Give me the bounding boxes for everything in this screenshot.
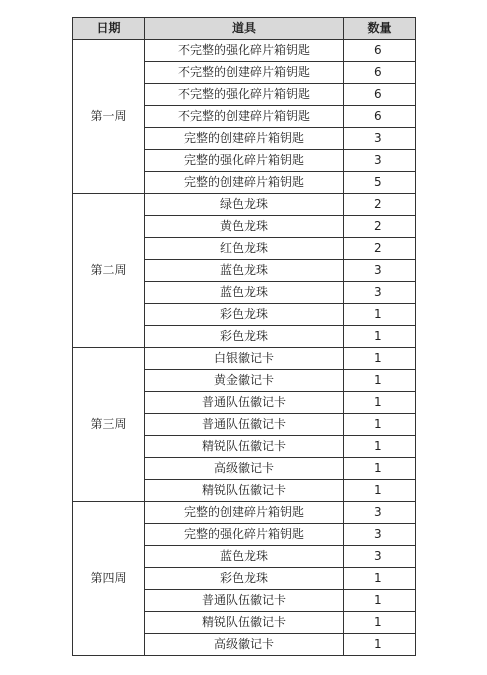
table-row <box>73 502 416 524</box>
item-name: 黄色龙珠 <box>145 216 344 238</box>
header-item: 道具 <box>145 18 344 40</box>
item-quantity: 1 <box>344 392 416 414</box>
item-quantity: 6 <box>344 62 416 84</box>
item-quantity: 3 <box>344 128 416 150</box>
week-label: 第四周 <box>73 502 145 656</box>
item-name: 不完整的创建碎片箱钥匙 <box>145 106 344 128</box>
item-quantity: 3 <box>344 260 416 282</box>
item-quantity: 3 <box>344 524 416 546</box>
item-name: 完整的创建碎片箱钥匙 <box>145 502 344 524</box>
item-name: 蓝色龙珠 <box>145 260 344 282</box>
item-name: 黄金徽记卡 <box>145 370 344 392</box>
week-label: 第三周 <box>73 348 145 502</box>
item-name: 完整的强化碎片箱钥匙 <box>145 150 344 172</box>
item-quantity: 1 <box>344 348 416 370</box>
item-quantity: 1 <box>344 326 416 348</box>
item-name: 高级徽记卡 <box>145 634 344 656</box>
item-name: 精锐队伍徽记卡 <box>145 436 344 458</box>
item-name: 完整的强化碎片箱钥匙 <box>145 524 344 546</box>
item-quantity: 1 <box>344 612 416 634</box>
item-quantity: 1 <box>344 414 416 436</box>
item-name: 精锐队伍徽记卡 <box>145 480 344 502</box>
item-quantity: 3 <box>344 150 416 172</box>
item-name: 不完整的强化碎片箱钥匙 <box>145 84 344 106</box>
table-row <box>73 40 416 62</box>
item-name: 普通队伍徽记卡 <box>145 590 344 612</box>
item-name: 完整的创建碎片箱钥匙 <box>145 128 344 150</box>
reward-table <box>72 17 416 656</box>
item-name: 彩色龙珠 <box>145 326 344 348</box>
item-quantity: 3 <box>344 502 416 524</box>
item-name: 高级徽记卡 <box>145 458 344 480</box>
item-quantity: 2 <box>344 216 416 238</box>
item-name: 绿色龙珠 <box>145 194 344 216</box>
item-name: 不完整的强化碎片箱钥匙 <box>145 40 344 62</box>
week-label: 第二周 <box>73 194 145 348</box>
item-name: 彩色龙珠 <box>145 568 344 590</box>
item-quantity: 1 <box>344 370 416 392</box>
header-date: 日期 <box>73 18 145 40</box>
header-row <box>73 18 416 40</box>
table-body <box>73 40 416 656</box>
item-quantity: 5 <box>344 172 416 194</box>
item-name: 完整的创建碎片箱钥匙 <box>145 172 344 194</box>
item-quantity: 3 <box>344 546 416 568</box>
item-quantity: 1 <box>344 480 416 502</box>
item-name: 蓝色龙珠 <box>145 546 344 568</box>
item-quantity: 1 <box>344 436 416 458</box>
item-name: 红色龙珠 <box>145 238 344 260</box>
item-quantity: 1 <box>344 304 416 326</box>
item-name: 普通队伍徽记卡 <box>145 392 344 414</box>
item-name: 蓝色龙珠 <box>145 282 344 304</box>
table-row <box>73 194 416 216</box>
item-quantity: 6 <box>344 84 416 106</box>
item-name: 白银徽记卡 <box>145 348 344 370</box>
item-quantity: 2 <box>344 194 416 216</box>
item-quantity: 1 <box>344 634 416 656</box>
item-quantity: 1 <box>344 568 416 590</box>
item-quantity: 2 <box>344 238 416 260</box>
item-quantity: 1 <box>344 590 416 612</box>
header-qty: 数量 <box>344 18 416 40</box>
item-quantity: 3 <box>344 282 416 304</box>
item-name: 彩色龙珠 <box>145 304 344 326</box>
table-row <box>73 348 416 370</box>
week-label: 第一周 <box>73 40 145 194</box>
item-quantity: 6 <box>344 106 416 128</box>
item-name: 精锐队伍徽记卡 <box>145 612 344 634</box>
item-name: 不完整的创建碎片箱钥匙 <box>145 62 344 84</box>
item-name: 普通队伍徽记卡 <box>145 414 344 436</box>
item-quantity: 6 <box>344 40 416 62</box>
item-quantity: 1 <box>344 458 416 480</box>
